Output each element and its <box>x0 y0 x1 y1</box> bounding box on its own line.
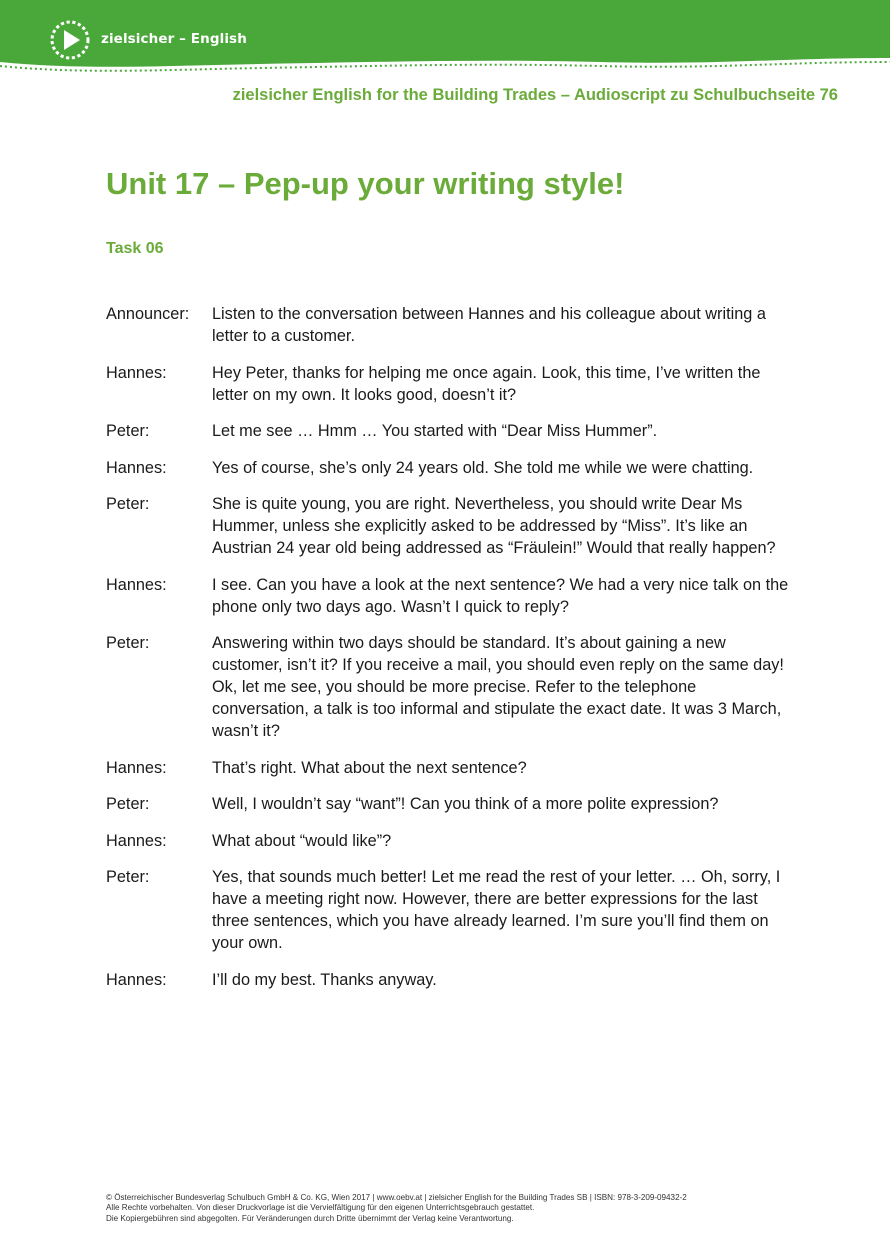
dialogue <box>106 303 796 1005</box>
speaker: Announcer: <box>106 305 190 323</box>
dialogue-line <box>106 420 796 442</box>
play-logo-icon <box>48 18 92 62</box>
line-text: Yes, that sounds much better! Let me read the rest of your letter. … Oh, sorry, I have a meeting right now. However, there are better expressions for the last three sentences, which you have already learned. I’m sure you’ll find them on your own. <box>212 868 781 952</box>
speaker: Peter: <box>106 868 150 886</box>
dialogue-line <box>106 632 796 742</box>
speaker: Hannes: <box>106 458 167 477</box>
line-text: Answering within two days should be standard. It’s about gaining a new customer, isn’t it? If you receive a mail, you should even reply on the same day! Ok, let me see, you should be more precise. Refer to the telephone conversation, a talk is too informal and stipulate the exact date. It was 3 March, wasn’t it? <box>212 634 784 740</box>
line-text: I see. Can you have a look at the next sentence? We had a very nice talk on the phone only two days ago. Wasn’t I quick to reply? <box>212 575 789 616</box>
dialogue-line <box>106 757 796 779</box>
brand-name: zielsicher – English <box>101 31 247 47</box>
header-banner <box>0 0 890 80</box>
line-text: Let me see … Hmm … You started with “Dear Miss Hummer”. <box>212 422 658 440</box>
speaker: Hannes: <box>106 758 167 777</box>
dialogue-line <box>106 969 796 991</box>
copyright-footer <box>106 1193 826 1224</box>
page-subtitle: zielsicher English for the Building Trades – Audioscript zu Schulbuchseite 76 <box>232 86 838 104</box>
speaker: Peter: <box>106 795 150 813</box>
line-text: What about “would like”? <box>212 831 392 850</box>
speaker: Hannes: <box>106 831 167 850</box>
dialogue-line <box>106 866 796 954</box>
page-title: Unit 17 – Pep-up your writing style! <box>106 166 625 201</box>
line-text: Listen to the conversation between Hannes and his colleague about writing a letter to a customer. <box>212 305 766 345</box>
dialogue-line <box>106 457 796 479</box>
speaker: Hannes: <box>106 575 167 594</box>
dialogue-line <box>106 830 796 852</box>
line-text: That’s right. What about the next sentence? <box>212 758 527 777</box>
line-text: She is quite young, you are right. Nevertheless, you should write Dear Ms Hummer, unless she explicitly asked to be addressed by “Miss”. It’s like an Austrian 24 year old being addressed as “Fräulein!” Would that really happen? <box>212 495 776 557</box>
dialogue-line <box>106 493 796 559</box>
footer-line: Die Kopiergebühren sind abgegolten. Für Veränderungen durch Dritte übernimmt der Verlag keine Verantwortung. <box>106 1213 514 1223</box>
line-text: Well, I wouldn’t say “want”! Can you think of a more polite expression? <box>212 795 719 813</box>
speaker: Peter: <box>106 495 150 513</box>
speaker: Hannes: <box>106 970 167 989</box>
footer-line: Alle Rechte vorbehalten. Von dieser Druckvorlage ist die Vervielfältigung für den eigenen Unterrichtsgebrauch gestattet. <box>106 1203 535 1213</box>
dialogue-line <box>106 574 796 618</box>
speaker: Peter: <box>106 634 150 652</box>
dialogue-line <box>106 362 796 406</box>
task-label: Task 06 <box>106 240 164 257</box>
speaker: Peter: <box>106 422 150 440</box>
line-text: Yes of course, she’s only 24 years old. She told me while we were chatting. <box>212 458 754 477</box>
footer-line: © Österreichischer Bundesverlag Schulbuch GmbH & Co. KG, Wien 2017 | www.oebv.at | zielsicher English for the Building Trades SB | ISBN: 978-3-209-09432-2 <box>106 1193 687 1202</box>
dialogue-line <box>106 793 796 815</box>
line-text: Hey Peter, thanks for helping me once again. Look, this time, I’ve written the letter on my own. It looks good, doesn’t it? <box>212 363 761 404</box>
dialogue-line <box>106 303 796 347</box>
speaker: Hannes: <box>106 363 167 382</box>
line-text: I’ll do my best. Thanks anyway. <box>212 970 437 989</box>
